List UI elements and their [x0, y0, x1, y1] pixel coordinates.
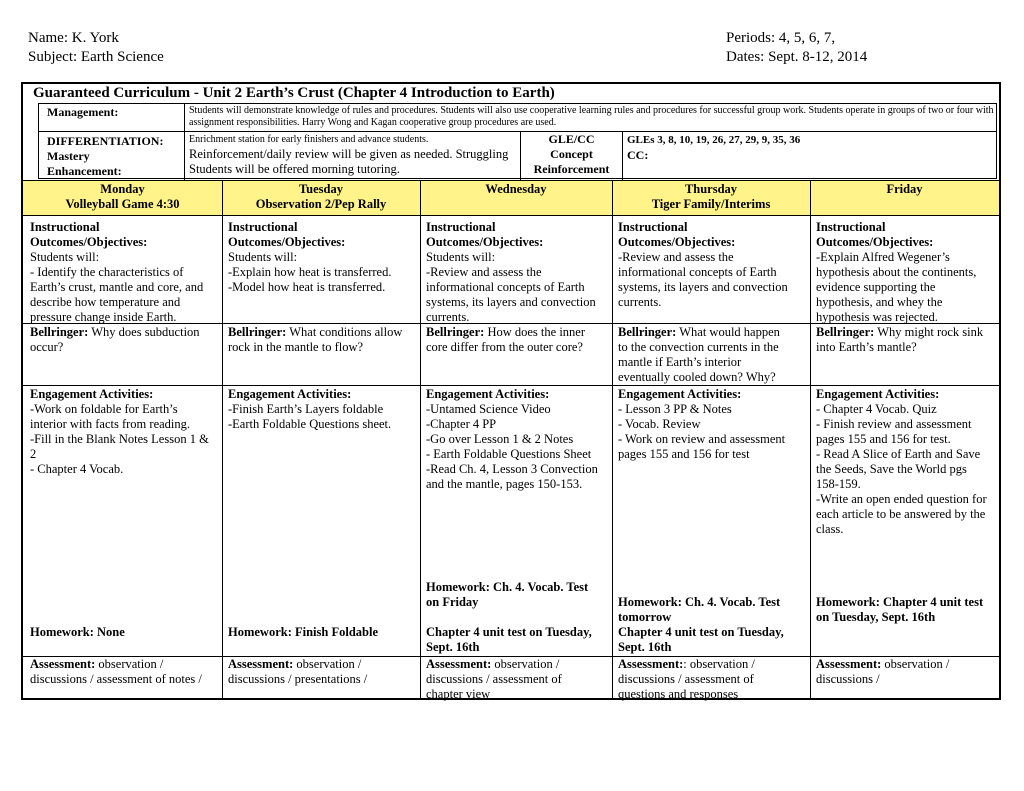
- objectives-wednesday: Instructional Outcomes/Objectives: Students will: -Review and assess the informational concepts of Earth systems, its layers and convection currents.: [426, 220, 596, 324]
- differentiation-labels: [47, 134, 163, 179]
- engagement-friday: Engagement Activities: - Chapter 4 Vocab. Quiz - Finish review and assessment pages 155 and 156 for test. - Read A Slice of Earth and Save the Seeds, Save the World pgs 158-159. -Write an open ended question for each article to be answered by the class.: [816, 387, 987, 536]
- homework-wednesday: Homework: Ch. 4. Vocab. Test on Friday Chapter 4 unit test on Tuesday, Sept. 16th: [426, 580, 592, 654]
- objectives-monday: Instructional Outcomes/Objectives: Students will: - Identify the characteristics of Earth’s crust, mantle and core, and describe how temperature and pressure change inside Earth.: [30, 220, 204, 324]
- management-label: Management:: [47, 105, 119, 119]
- concept-label: Concept: [550, 147, 593, 161]
- engagement-tuesday: Engagement Activities: -Finish Earth’s Layers foldable -Earth Foldable Questions sheet.: [228, 387, 392, 431]
- enhancement-label: Enhancement:: [47, 164, 122, 178]
- day-tuesday: Tuesday Observation 2/Pep Rally: [255, 182, 387, 211]
- day-monday: Monday Volleyball Game 4:30: [65, 182, 180, 211]
- reinforcement-line: Reinforcement/daily review will be given as needed. Struggling: [189, 147, 509, 161]
- bellringer-friday: Bellringer: Why might rock sink into Earth’s mantle?: [816, 325, 984, 354]
- homework-monday: Homework: None: [30, 625, 125, 639]
- homework-tuesday: Homework: Finish Foldable: [228, 625, 379, 639]
- mastery-label: Mastery: [47, 149, 90, 163]
- differentiation-text: [189, 133, 519, 177]
- header-left: [28, 29, 164, 67]
- homework-thursday: Homework: Ch. 4. Vocab. Test tomorrow Chapter 4 unit test on Tuesday, Sept. 16th: [618, 595, 784, 654]
- engagement-monday: Engagement Activities: -Work on foldable for Earth’s interior with facts from reading. -Fill in the Blank Notes Lesson 1 & 2 - Chapter 4 Vocab.: [30, 387, 209, 476]
- differentiation-label: DIFFERENTIATION:: [47, 134, 164, 148]
- management-differentiation-box: [38, 103, 997, 179]
- day-friday: Friday: [886, 182, 923, 196]
- teacher-name: Name: K. York: [28, 30, 119, 46]
- enrichment-line: Enrichment station for early finishers and advance students.: [189, 134, 429, 145]
- gles-list: [627, 133, 800, 163]
- divider: [39, 131, 996, 132]
- assessment-wednesday: Assessment: observation / discussions / assessment of chapter view: [426, 657, 562, 701]
- bellringer-wednesday: Bellringer: How does the inner core differ from the outer core?: [426, 325, 585, 354]
- assessment-tuesday: Assessment: observation / discussions / presentations /: [228, 657, 368, 686]
- engagement-thursday: Engagement Activities: - Lesson 3 PP & Notes - Vocab. Review - Work on review and assessment pages 155 and 156 for test: [618, 387, 786, 461]
- assessment-friday: Assessment: observation / discussions /: [816, 657, 950, 686]
- curriculum-title: Guaranteed Curriculum - Unit 2 Earth’s Crust (Chapter 4 Introduction to Earth): [33, 85, 555, 101]
- header-right: [726, 29, 867, 67]
- reinforcement-label: Reinforcement: [533, 162, 610, 176]
- lesson-plan-table: [21, 82, 1001, 700]
- homework-friday: Homework: Chapter 4 unit test on Tuesday, Sept. 16th: [816, 595, 984, 624]
- assessment-thursday: Assessment:: observation / discussions / assessment of questions and responses: [618, 657, 755, 701]
- gle-cc-label: GLE/CC: [548, 132, 595, 146]
- engagement-wednesday: Engagement Activities: -Untamed Science Video -Chapter 4 PP -Go over Lesson 1 & 2 Notes - Earth Foldable Questions Sheet -Read Ch. 4, Lesson 3 Convection and the mantle, pages 150-153.: [426, 387, 598, 491]
- objectives-friday: Instructional Outcomes/Objectives: -Explain Alfred Wegener’s hypothesis about the continents, evidence supporting the hypothesis, and whey the hypothesis was rejected.: [816, 220, 977, 324]
- day-thursday: Thursday Tiger Family/Interims: [651, 182, 771, 211]
- tutoring-line: Students will be offered morning tutoring.: [189, 162, 400, 176]
- subject: Subject: Earth Science: [28, 49, 164, 65]
- dates: Dates: Sept. 8-12, 2014: [726, 49, 868, 65]
- divider: [184, 104, 185, 180]
- management-text: Students will demonstrate knowledge of rules and procedures. Students will also use cooperative learning rules and procedures for successful group work. Students operate in groups of two or four with assignment responsibilities. Harry Wong and Kagan cooperative group procedures are used.: [189, 105, 994, 128]
- cc: CC:: [627, 148, 649, 162]
- day-wednesday: Wednesday: [485, 182, 547, 196]
- assessment-monday: Assessment: observation / discussions / assessment of notes /: [30, 657, 202, 686]
- gle-cc-labels: [521, 132, 622, 177]
- divider: [622, 132, 623, 180]
- bellringer-tuesday: Bellringer: What conditions allow rock in the mantle to flow?: [228, 325, 403, 354]
- gles: GLEs 3, 8, 10, 19, 26, 27, 29, 9, 35, 36: [627, 134, 801, 146]
- row-divider: [23, 385, 999, 386]
- bellringer-monday: Bellringer: Why does subduction occur?: [30, 325, 200, 354]
- days-header-row: [23, 180, 999, 216]
- bellringer-thursday: Bellringer: What would happen to the convection currents in the mantle if Earth’s interior eventually cooled down? Why?: [618, 325, 780, 384]
- objectives-thursday: Instructional Outcomes/Objectives: -Review and assess the informational concepts of Earth systems, its layers and convection currents.: [618, 220, 788, 309]
- objectives-tuesday: Instructional Outcomes/Objectives: Students will: -Explain how heat is transferred. -Model how heat is transferred.: [228, 220, 392, 294]
- periods: Periods: 4, 5, 6, 7,: [726, 30, 836, 46]
